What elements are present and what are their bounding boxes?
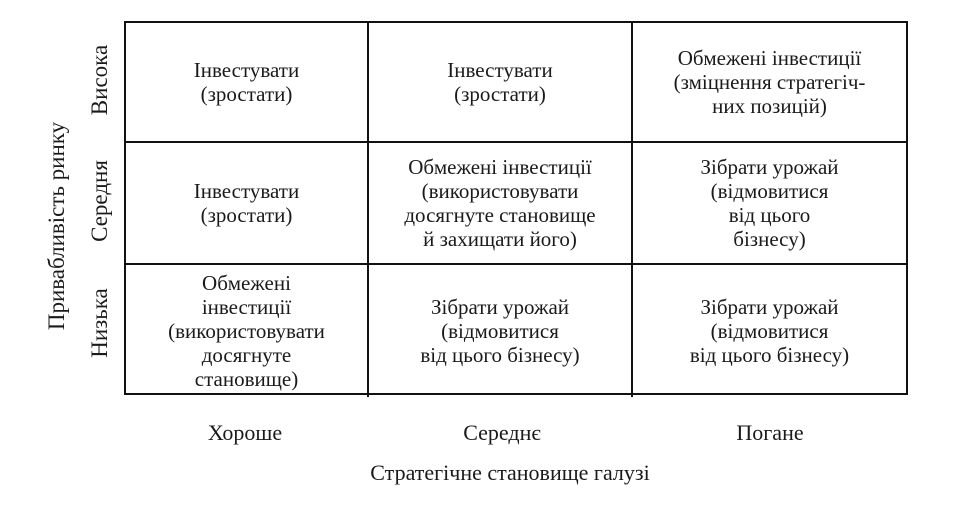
matrix-cell: Зібрати урожай (відмовитися від цього бізнесу) <box>633 143 906 265</box>
matrix-cell: Обмежені інвестиції (зміцнення стратегіч- них позицій) <box>633 23 906 143</box>
column-label-medium: Середнє <box>463 420 541 445</box>
column-label-good: Хороше <box>207 420 283 445</box>
row-label-text: Низька <box>87 288 112 358</box>
matrix-cell: Інвестувати (зростати) <box>369 23 633 143</box>
y-axis-title: Привабливість ринку <box>44 121 69 331</box>
matrix-cell: Інвестувати (зростати) <box>126 143 369 265</box>
matrix-cell: Обмежені інвестиції (використовувати досягнуте становище й захищати його) <box>369 143 633 265</box>
row-label-text: Середня <box>87 160 112 242</box>
row-label-text: Висока <box>87 44 112 116</box>
matrix-cell: Інвестувати (зростати) <box>126 23 369 143</box>
column-label-bad: Погане <box>736 420 804 445</box>
matrix-cell: Обмежені інвестиції (використовувати досягнуте становище) <box>126 265 369 397</box>
matrix-cell: Зібрати урожай (відмовитися від цього бізнесу) <box>689 295 850 367</box>
matrix-cell: Зібрати урожай (відмовитися від цього бізнесу) <box>369 265 633 397</box>
x-axis-title: Стратегічне становище галузі <box>370 460 650 485</box>
matrix-grid <box>124 21 908 395</box>
